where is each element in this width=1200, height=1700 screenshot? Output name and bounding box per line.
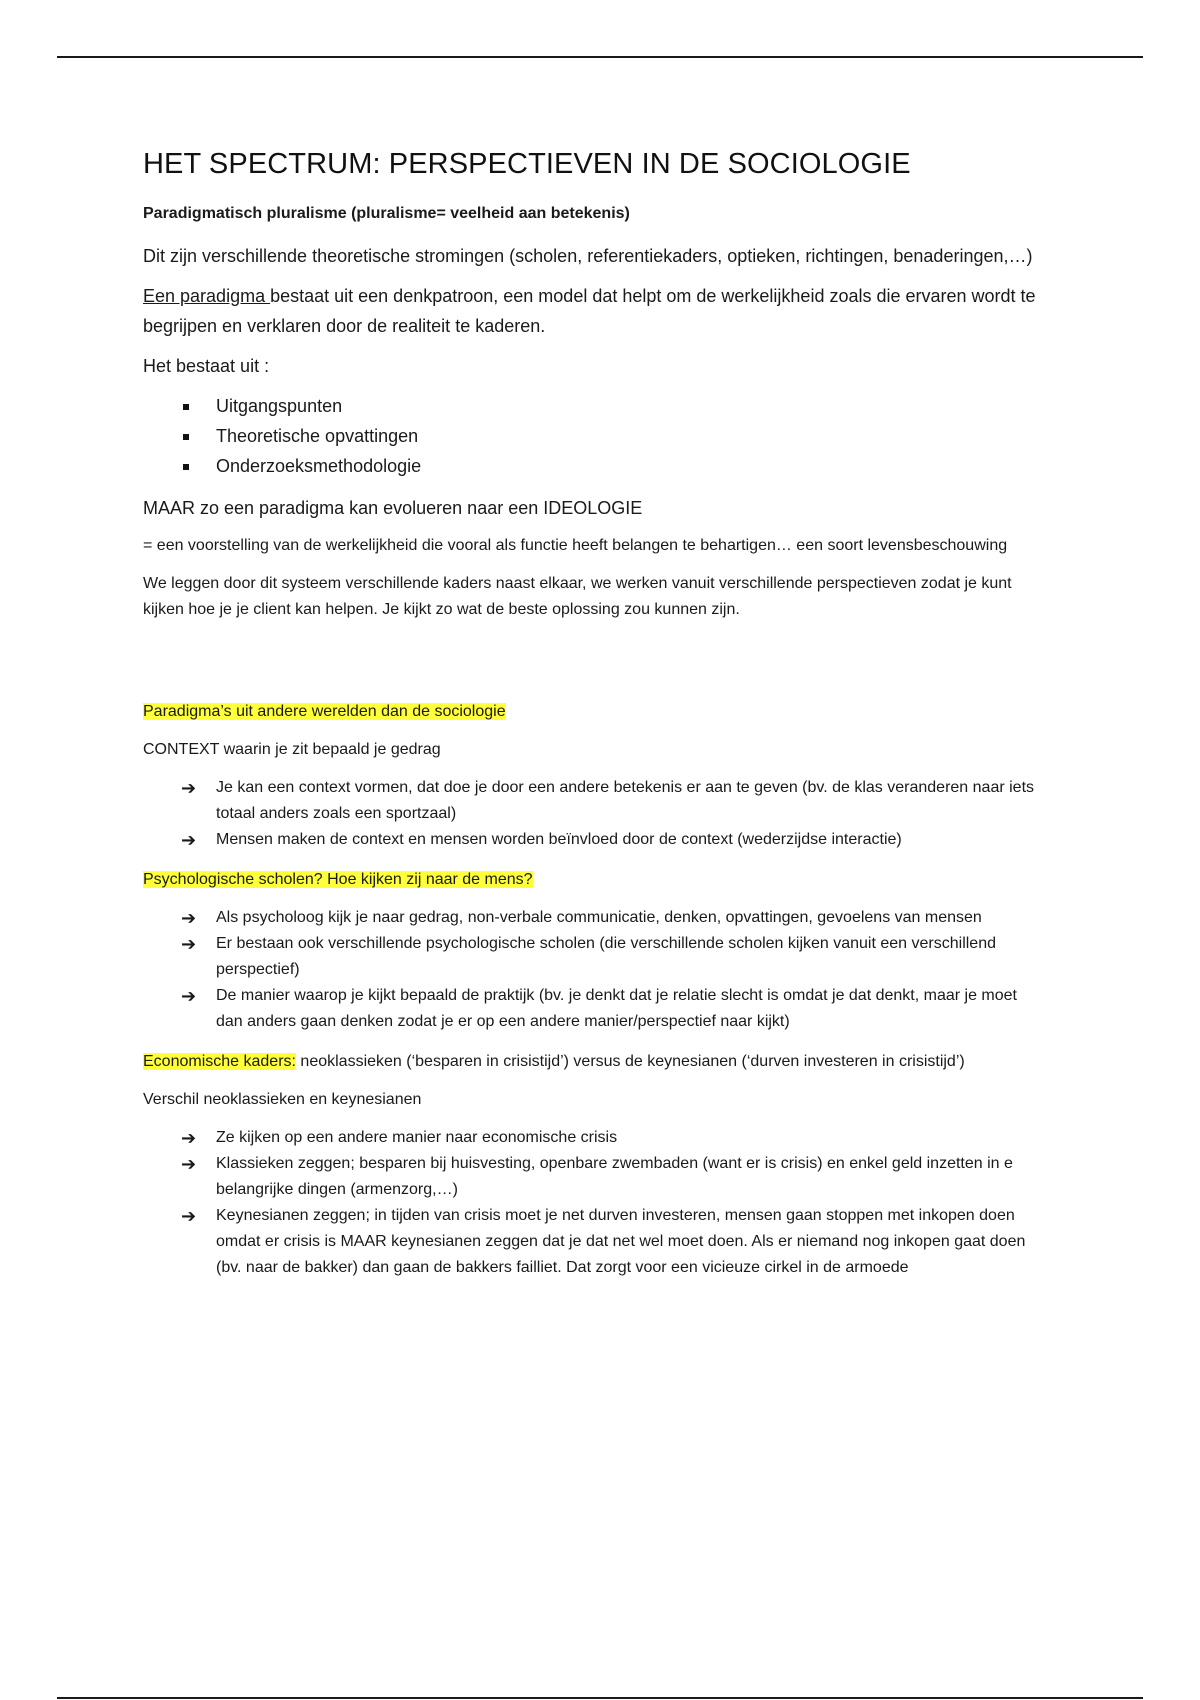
- arrow-right-icon: ➔: [181, 1128, 197, 1148]
- systeem-paragraph: We leggen door dit systeem verschillende kaders naast elkaar, we werken vanuit verschillende perspectieven zodat je kunt kijken hoe je je client kan helpen. Je kijkt zo wat de beste oplossing zou kunnen zijn.: [143, 575, 1012, 618]
- ideologie-definition: = een voorstelling van de werkelijkheid die vooral als functie heeft belangen te behartigen… een soort levensbeschouwing: [143, 537, 1008, 554]
- document-body: [143, 148, 1043, 1295]
- psychologie-list: [143, 905, 1043, 1035]
- paradigma-definition: [143, 281, 1043, 341]
- arrow-right-icon: ➔: [181, 908, 197, 928]
- square-bullet-icon: [183, 464, 189, 470]
- footer-rule: [57, 1697, 1143, 1699]
- section-spacer: [143, 635, 1043, 699]
- highlighted-heading: Paradigma’s uit andere werelden dan de sociologie: [143, 703, 506, 720]
- arrow-right-icon: ➔: [181, 778, 197, 798]
- list-item: ➔ Klassieken zeggen; besparen bij huisvesting, openbare zwembaden (want er is crisis) en enkel geld inzetten in e belangrijke dingen (armenzorg,…): [143, 1151, 1043, 1203]
- arrow-right-icon: ➔: [181, 1206, 197, 1226]
- intro-paragraph: Dit zijn verschillende theoretische stromingen (scholen, referentiekaders, optieken, richtingen, benaderingen,…): [143, 246, 1033, 266]
- square-bullet-icon: [183, 434, 189, 440]
- list-item: Onderzoeksmethodologie: [143, 451, 1043, 481]
- list-item: Uitgangspunten: [143, 391, 1043, 421]
- section-heading-economie: [143, 1049, 1043, 1075]
- list-item: ➔ De manier waarop je kijkt bepaald de praktijk (bv. je denkt dat je relatie slecht is omdat je dat denkt, maar je moet dan anders gaan denken zodat je er op een andere manier/perspectief naar kijkt): [143, 983, 1043, 1035]
- list-item: ➔ Mensen maken de context en mensen worden beïnvloed door de context (wederzijdse interactie): [143, 827, 1043, 853]
- paradigma-term: Een paradigma: [143, 286, 271, 306]
- verschil-paragraph: Verschil neoklassieken en keynesianen: [143, 1091, 422, 1108]
- bestaat-uit-label: Het bestaat uit :: [143, 356, 270, 376]
- section-heading-paradigmas: [143, 699, 1043, 725]
- components-list: [143, 391, 1043, 481]
- economie-text: neoklassieken (‘besparen in crisistijd’) versus de keynesianen (‘durven investeren in crisistijd’): [295, 1053, 965, 1070]
- arrow-right-icon: ➔: [181, 934, 197, 954]
- section-heading-psychologie: [143, 867, 1043, 893]
- arrow-right-icon: ➔: [181, 986, 197, 1006]
- ideologie-paragraph: MAAR zo een paradigma kan evolueren naar een IDEOLOGIE: [143, 498, 643, 518]
- list-item: ➔ Ze kijken op een andere manier naar economische crisis: [143, 1125, 1043, 1151]
- square-bullet-icon: [183, 404, 189, 410]
- subtitle: Paradigmatisch pluralisme (pluralisme= veelheid aan betekenis): [143, 205, 630, 222]
- context-paragraph: CONTEXT waarin je zit bepaald je gedrag: [143, 741, 441, 758]
- context-list: [143, 775, 1043, 853]
- list-item: ➔ Keynesianen zeggen; in tijden van crisis moet je net durven investeren, mensen gaan stoppen met inkopen doen omdat er crisis is MAAR keynesianen zeggen dat je dat net wel moet doen. Als er niemand nog inkopen gaat doen (bv. naar de bakker) dan gaan de bakkers failliet. Dat zorgt voor een vicieuze cirkel in de armoede: [143, 1203, 1043, 1281]
- list-item: ➔ Je kan een context vormen, dat doe je door een andere betekenis er aan te geven (bv. de klas veranderen naar iets totaal anders zoals een sportzaal): [143, 775, 1043, 827]
- list-item: Theoretische opvattingen: [143, 421, 1043, 451]
- arrow-right-icon: ➔: [181, 1154, 197, 1174]
- highlighted-heading: Psychologische scholen? Hoe kijken zij naar de mens?: [143, 871, 533, 888]
- list-item: ➔ Er bestaan ook verschillende psychologische scholen (die verschillende scholen kijken vanuit een verschillend perspectief): [143, 931, 1043, 983]
- page-title: HET SPECTRUM: PERSPECTIEVEN IN DE SOCIOLOGIE: [143, 148, 911, 180]
- header-rule: [57, 56, 1143, 58]
- list-item: ➔ Als psycholoog kijk je naar gedrag, non-verbale communicatie, denken, opvattingen, gevoelens van mensen: [143, 905, 1043, 931]
- economie-list: [143, 1125, 1043, 1281]
- paradigma-definition-text: bestaat uit een denkpatroon, een model dat helpt om de werkelijkheid zoals die ervaren wordt te begrijpen en verklaren door de realiteit te kaderen.: [143, 286, 1036, 336]
- highlighted-heading: Economische kaders:: [143, 1053, 296, 1070]
- arrow-right-icon: ➔: [181, 830, 197, 850]
